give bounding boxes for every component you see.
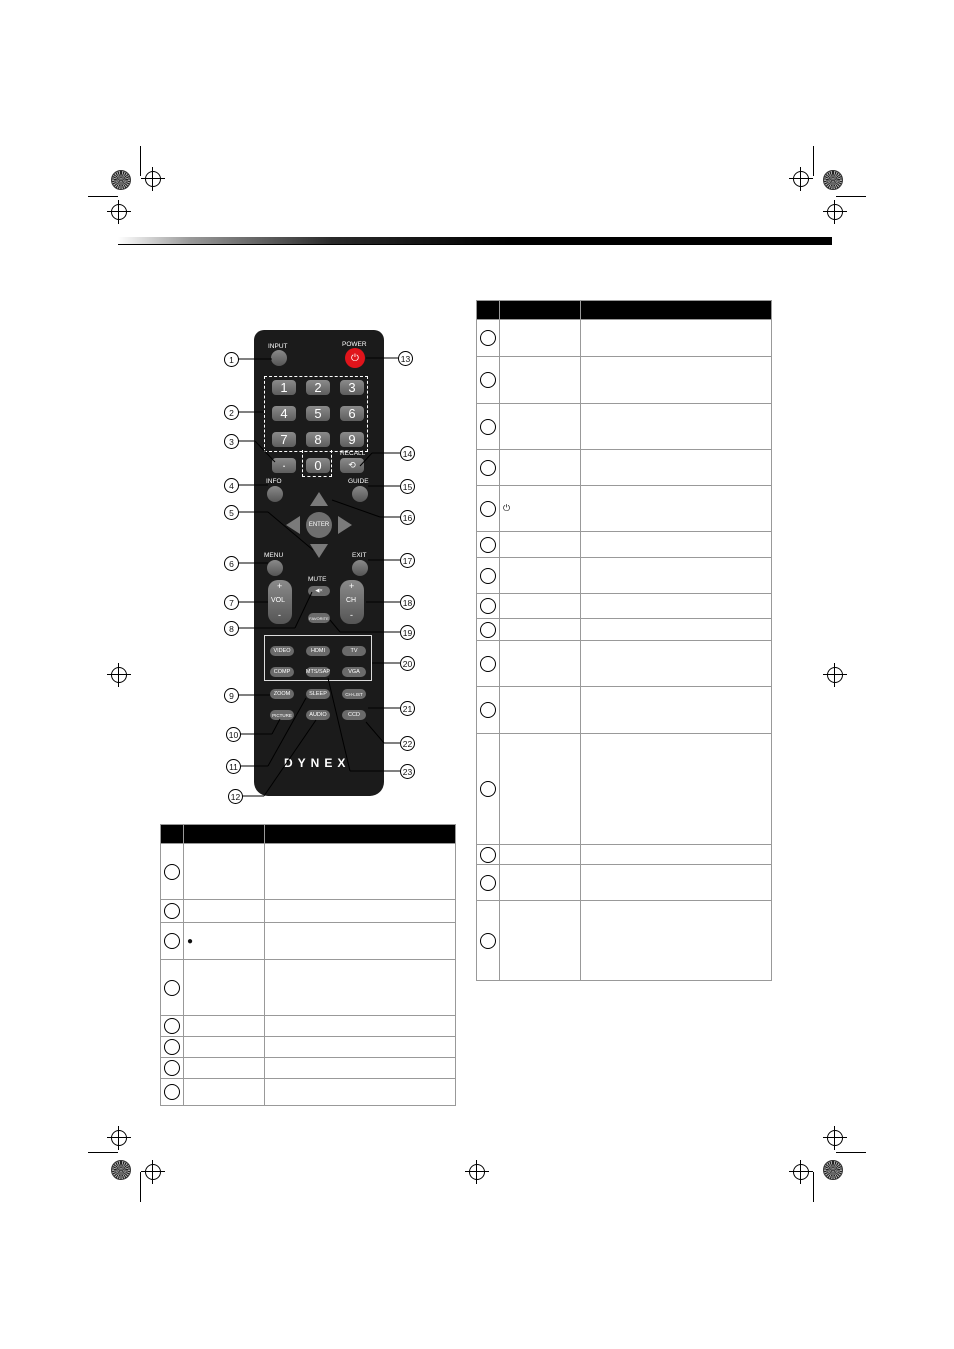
callout-16: 16 — [400, 510, 415, 525]
key-0: 0 — [306, 458, 330, 473]
callout-5: 5 — [224, 505, 239, 520]
input-label: INPUT — [268, 343, 288, 350]
mute-label: MUTE — [308, 576, 327, 583]
table-row — [161, 1079, 456, 1106]
vga-button: VGA — [342, 667, 366, 677]
table-row — [161, 1058, 456, 1079]
callout-1: 1 — [224, 352, 239, 367]
sleep-button: SLEEP — [306, 689, 330, 699]
row-number-circle — [164, 1084, 180, 1100]
exit-label: EXIT — [352, 552, 367, 559]
callout-2: 2 — [224, 405, 239, 420]
picture-button: PICTURE — [270, 710, 294, 720]
table-row — [477, 486, 772, 532]
callout-15: 15 — [400, 479, 415, 494]
row-number-circle — [480, 656, 496, 672]
row-number-circle — [480, 847, 496, 863]
power-label: POWER — [342, 341, 367, 348]
table-row — [477, 558, 772, 594]
row-number-circle — [164, 1018, 180, 1034]
row-number-circle — [164, 980, 180, 996]
table-row — [161, 1016, 456, 1037]
mts-sap-button: MTS/SAP — [305, 669, 331, 675]
audio-button: AUDIO — [306, 710, 330, 720]
callout-21: 21 — [400, 701, 415, 716]
bullet-icon: ● — [187, 935, 194, 947]
table-row — [477, 404, 772, 450]
video-button: VIDEO — [270, 646, 294, 656]
row-number-circle — [480, 501, 496, 517]
row-number-circle — [480, 537, 496, 553]
recall-label: RECALL — [340, 450, 366, 457]
callout-8: 8 — [224, 621, 239, 636]
callout-17: 17 — [400, 553, 415, 568]
recall-loop-icon: ⟲ — [348, 460, 356, 470]
row-number-circle — [164, 1060, 180, 1076]
favorite-button: FAVORITE — [308, 613, 330, 623]
table-row — [161, 900, 456, 923]
row-number-circle — [164, 933, 180, 949]
row-number-circle — [480, 460, 496, 476]
callout-12: 12 — [228, 789, 243, 804]
row-number-circle — [480, 622, 496, 638]
table-header — [161, 825, 456, 844]
key-4: 4 — [272, 406, 296, 421]
table-row — [477, 865, 772, 901]
callout-19: 19 — [400, 625, 415, 640]
callout-13: 13 — [398, 351, 413, 366]
table-row — [161, 960, 456, 1016]
ccd-button: CCD — [342, 710, 366, 720]
table-row — [161, 844, 456, 900]
key-5: 5 — [306, 406, 330, 421]
callout-18: 18 — [400, 595, 415, 610]
row-number-circle — [480, 702, 496, 718]
table-row — [161, 1037, 456, 1058]
callout-10: 10 — [226, 727, 241, 742]
row-number-circle — [480, 598, 496, 614]
row-number-circle — [480, 875, 496, 891]
guide-label: GUIDE — [348, 478, 369, 485]
callout-20: 20 — [400, 656, 415, 671]
key-table-left — [160, 824, 456, 1106]
key-2: 2 — [306, 380, 330, 395]
ch-plus: + — [349, 581, 355, 591]
row-number-circle — [480, 330, 496, 346]
row-number-circle — [164, 864, 180, 880]
menu-label: MENU — [264, 552, 284, 559]
table-row — [477, 734, 772, 845]
row-number-circle — [480, 419, 496, 435]
callout-7: 7 — [224, 595, 239, 610]
vol-minus: - — [278, 610, 281, 620]
comp-button: COMP — [270, 667, 294, 677]
ch-minus: - — [350, 610, 353, 620]
table-row — [477, 619, 772, 641]
key-9: 9 — [340, 432, 364, 447]
brand-logo: DYNEX — [284, 756, 351, 770]
table-row — [477, 901, 772, 981]
row-number-circle — [480, 781, 496, 797]
key-6: 6 — [340, 406, 364, 421]
ch-list-button: CH-LIST — [342, 689, 366, 699]
speaker-mute-icon: ◀× — [315, 588, 323, 594]
callout-4: 4 — [224, 478, 239, 493]
row-number-circle — [480, 933, 496, 949]
callout-23: 23 — [400, 764, 415, 779]
ch-label: CH — [346, 597, 357, 604]
table-row — [477, 641, 772, 687]
row-number-circle — [480, 568, 496, 584]
zoom-button: ZOOM — [270, 689, 294, 699]
enter-button: ENTER — [306, 512, 332, 538]
table-row — [477, 532, 772, 558]
callout-11: 11 — [226, 759, 241, 774]
hdmi-button: HDMI — [306, 646, 330, 656]
table-row — [477, 687, 772, 734]
vol-plus: + — [277, 581, 283, 591]
key-1: 1 — [272, 380, 296, 395]
table-row — [477, 357, 772, 404]
key-table-right — [476, 300, 772, 981]
row-number-circle — [164, 903, 180, 919]
table-header — [477, 301, 772, 320]
dot-key: · — [272, 458, 296, 473]
table-row — [477, 845, 772, 865]
table-row — [477, 320, 772, 357]
table-row — [477, 594, 772, 619]
row-number-circle — [480, 372, 496, 388]
table-row — [477, 450, 772, 486]
callout-22: 22 — [400, 736, 415, 751]
callout-3: 3 — [224, 434, 239, 449]
table-row — [161, 923, 456, 960]
tv-button: TV — [342, 646, 366, 656]
key-8: 8 — [306, 432, 330, 447]
key-7: 7 — [272, 432, 296, 447]
callout-14: 14 — [400, 446, 415, 461]
callout-9: 9 — [224, 688, 239, 703]
key-3: 3 — [340, 380, 364, 395]
info-label: INFO — [266, 478, 282, 485]
callout-6: 6 — [224, 556, 239, 571]
vol-label: VOL — [271, 597, 286, 604]
power-icon: ⏻ — [503, 503, 511, 513]
row-number-circle — [164, 1039, 180, 1055]
power-icon: ⏻ — [351, 352, 359, 364]
